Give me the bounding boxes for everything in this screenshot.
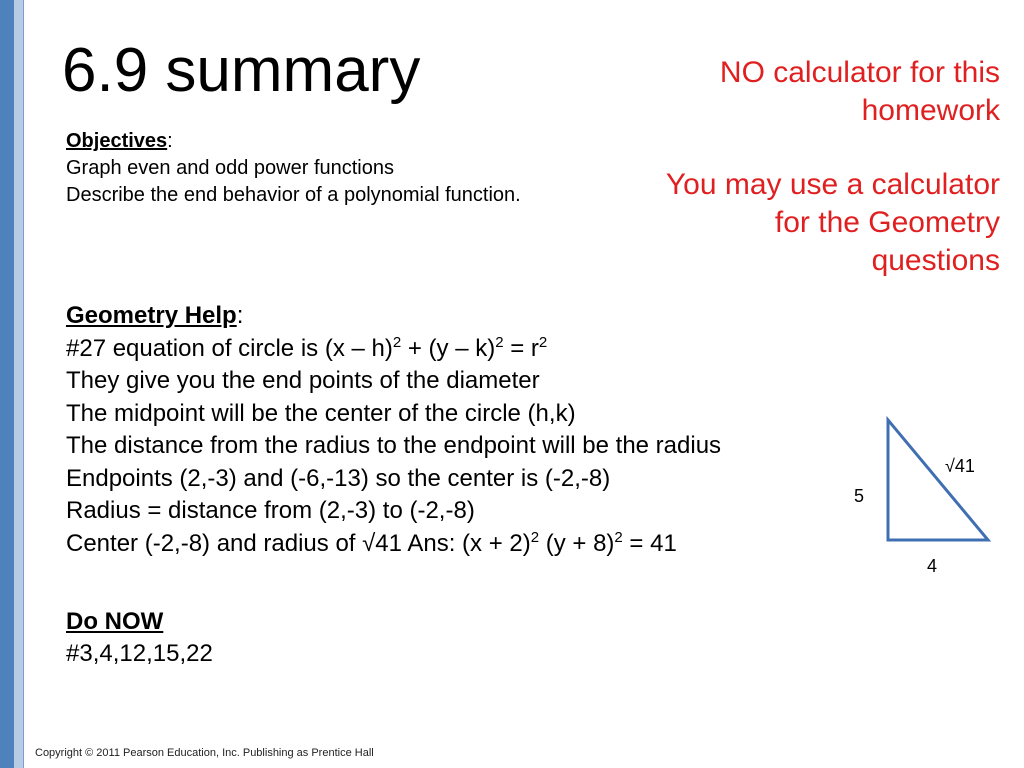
left-accent-divider: [23, 0, 24, 768]
objective-item: Graph even and odd power functions: [66, 157, 394, 179]
geometry-line: Radius = distance from (2,-3) to (-2,-8): [66, 497, 475, 524]
calculator-notes: [640, 54, 1000, 280]
objective-item: Describe the end behavior of a polynomial function.: [66, 184, 521, 206]
answer-line: Center (-2,-8) and radius of √41 Ans: $(x + 2)^2$ $(y + 8)^2 = 41$: [66, 528, 677, 557]
copyright-footer: Copyright © 2011 Pearson Education, Inc. Publishing as Prentice Hall: [35, 747, 374, 759]
left-accent-bar-light: [14, 0, 23, 768]
calculator-allowed-note: You may use a calculator for the Geometry questions: [665, 168, 1000, 277]
slide-title: 6.9 summary: [62, 36, 421, 105]
circle-equation-line: #27 equation of circle is $(x - h)^2 + (y - k)^2 = r^2$: [66, 333, 548, 362]
no-calculator-note: NO calculator for this homework: [719, 56, 1000, 127]
geometry-help-section: [66, 300, 866, 560]
left-accent-bar: [0, 0, 14, 768]
vertical-leg-label: 5: [854, 486, 865, 506]
horizontal-leg-label: 4: [927, 556, 938, 576]
geometry-heading: Geometry Help: [66, 302, 237, 329]
geometry-line: The distance from the radius to the endpoint will be the radius: [66, 432, 722, 459]
do-now-problems: #3,4,12,15,22: [66, 640, 213, 667]
right-triangle-diagram: [840, 400, 1010, 585]
hypotenuse-label: √41: [945, 456, 975, 476]
do-now-section: [66, 606, 213, 670]
do-now-heading: Do NOW: [66, 608, 164, 635]
triangle-shape: [888, 420, 988, 540]
objectives-heading: Objectives: [66, 130, 168, 152]
objectives-heading-line: Objectives:: [66, 130, 173, 152]
objectives-section: [66, 128, 686, 209]
geometry-heading-line: Geometry Help:: [66, 302, 244, 329]
geometry-line: The midpoint will be the center of the circle (h,k): [66, 399, 576, 427]
geometry-line: Endpoints (2,-3) and (-6,-13) so the center is (-2,-8): [66, 464, 611, 492]
geometry-line: They give you the end points of the diameter: [66, 367, 540, 394]
